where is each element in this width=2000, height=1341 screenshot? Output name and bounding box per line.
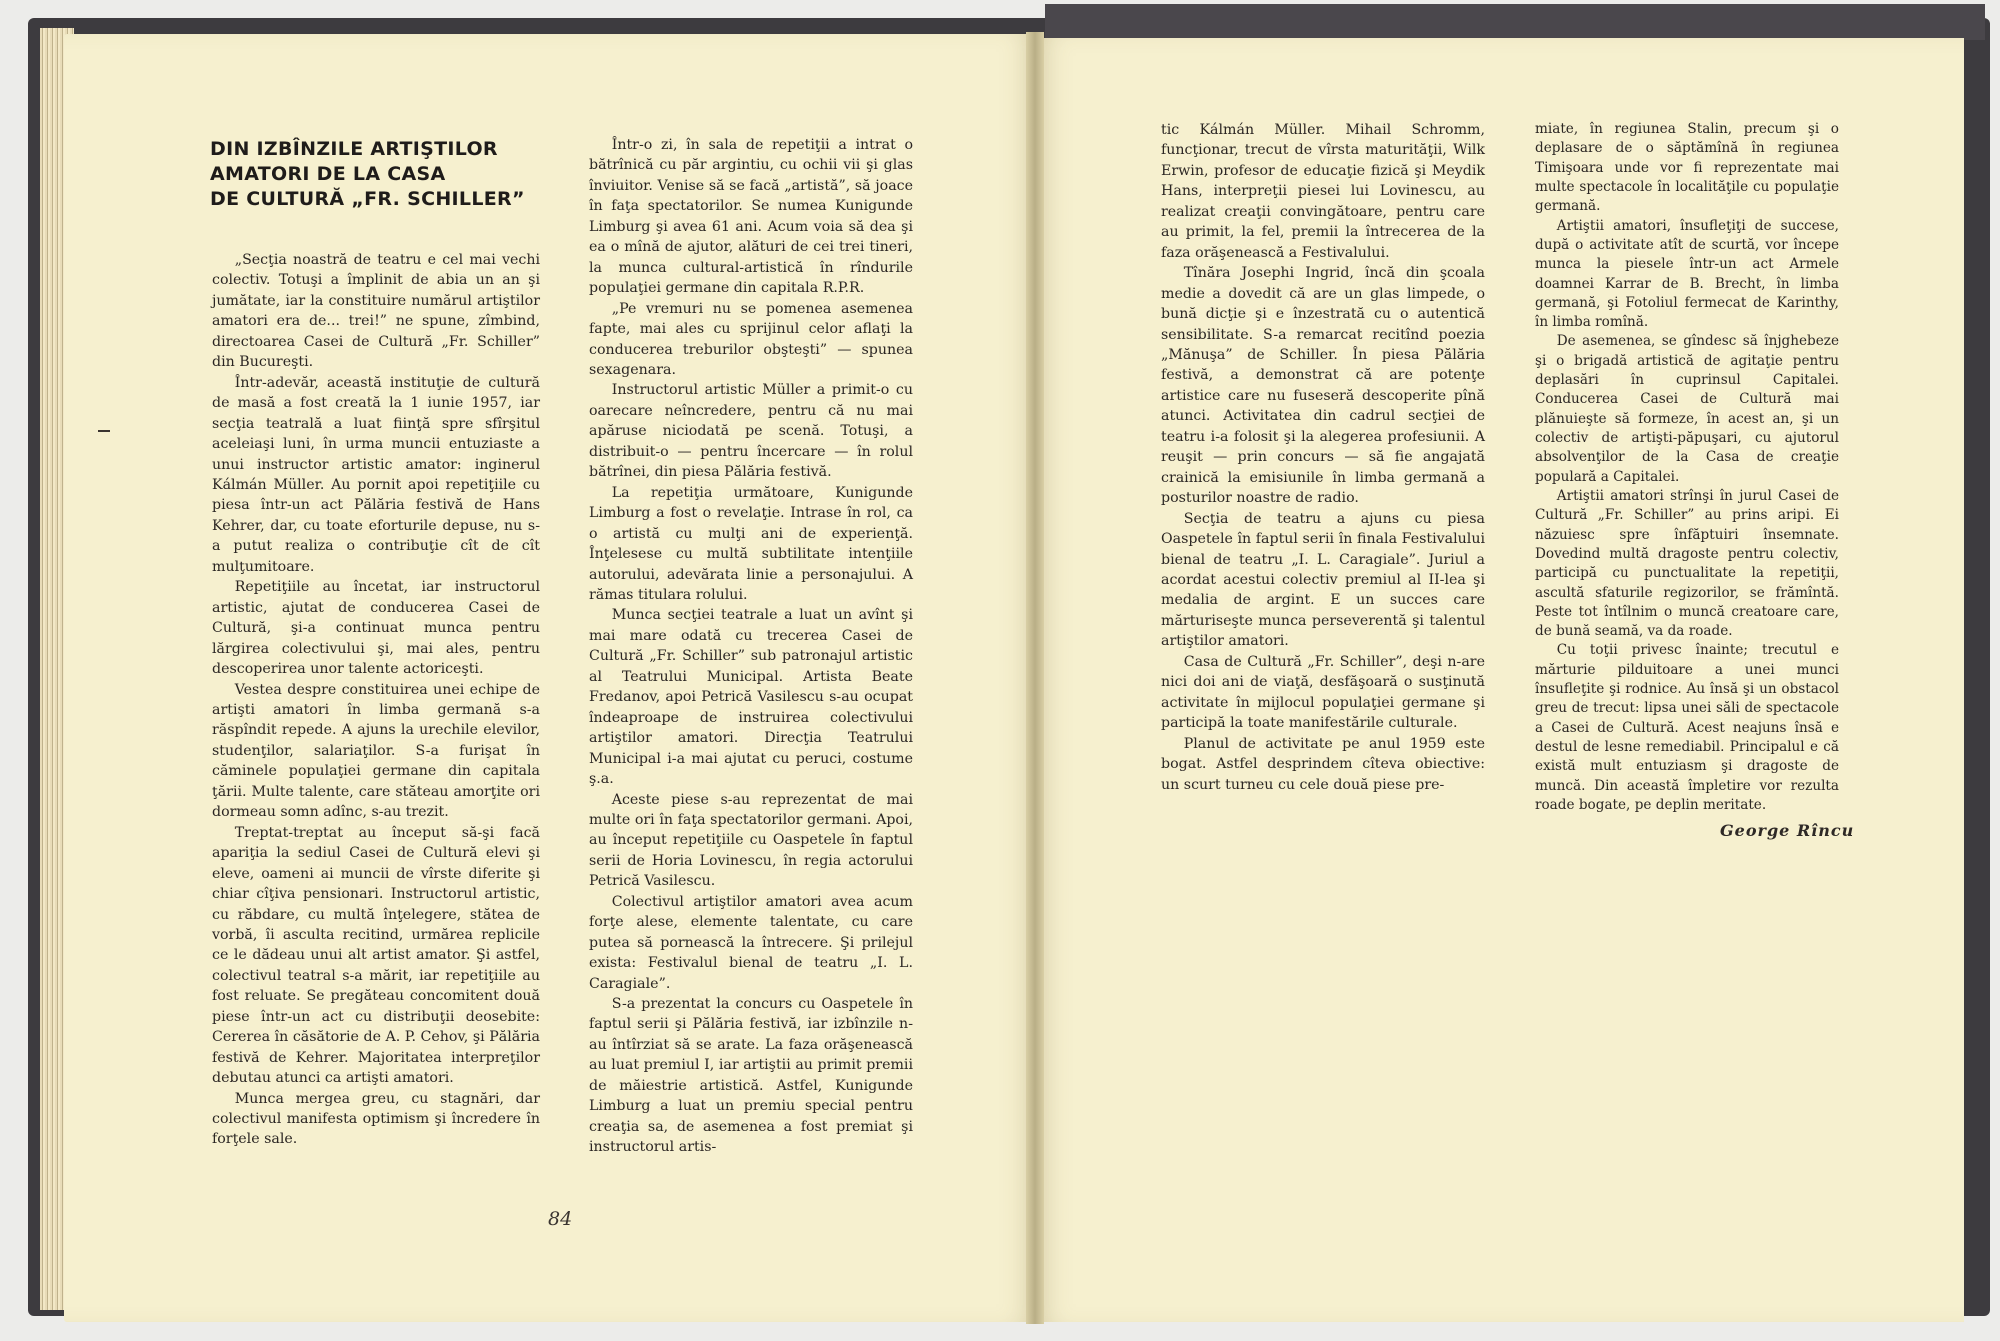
paragraph: Casa de Cultură „Fr. Schiller”, deşi n-are nici doi ani de viaţă, desfăşoară o susţinută activitate în mijlocul populaţiei germane şi participă la toate manifestările culturale. (1161, 653, 1485, 732)
paragraph: Artiştii amatori, însufleţiţi de succese, după o activitate atît de scurtă, vor începe munca la piesele într-un act Armele doamnei Karrar de B. Brecht, în limba germană, şi Fotoliul fermecat de Karinthy, în limba romînă. (1535, 217, 1839, 331)
paragraph: S-a prezentat la concurs cu Oaspetele în faptul serii şi Pălăria festivă, iar izbînzile n-au întîrziat să se arate. La faza orăşenească au luat premiul I, iar artiştii au primit premii de măiestrie artistică. Astfel, Kunigunde Limburg a luat un premiu special pentru creaţia sa, de asemenea a fost premiat şi instructorul artis- (589, 996, 913, 1156)
paragraph: Tînăra Josephi Ingrid, încă din şcoala medie a dovedit că are un glas limpede, o bună dicţie şi e înzestrată cu o autentică sensibilitate. S-a remarcat recitînd poezia „Mănuşa” de Schiller. În piesa Pălăria festivă, a demonstrat că are potenţe artistice care nu fuseseră descoperite pînă atunci. Activitatea din cadrul secţiei de teatru i-a folosit şi la alegerea profesiunii. A reuşit — prin concurs — să fie angajată crainică la emisiunile în limba germană a posturilor noastre de radio. (1161, 265, 1485, 507)
paragraph: Într-o zi, în sala de repetiţii a intrat o bătrînică cu păr argintiu, cu ochii vii şi glas înviuitor. Venise să se facă „artistă”, să joace în faţa spectatorilor. Se numea Kunigunde Limburg şi avea 61 ani. Acum voia să dea şi ea o mînă de ajutor, alături de cei trei tineri, la munca cultural-artistică în rîndurile populaţiei germane din capitala R.P.R. (589, 137, 913, 297)
book-cover-top (1045, 4, 1985, 40)
paragraph: Treptat-treptat au început să-şi facă apariţia la sediul Casei de Cultură elevi şi eleve, oameni ai muncii de vîrste diferite şi chiar cîţiva pensionari. Instructorul artistic, cu răbdare, cu multă înţelegere, stătea de vorbă, îi asculta recitind, urmărea replicile ce le dădeau unui alt artist amator. Şi astfel, colectivul teatral s-a mărit, iar repetiţiile au fost reluate. Se pregăteau concomitent două piese într-un act cu distribuţii deosebite: Cererea în căsătorie de A. P. Cehov, şi Pălăria festivă de Kehrer. Majoritatea interpreţilor debutau atunci ca artişti amatori. (212, 824, 540, 1087)
paragraph: „Pe vremuri nu se pomenea asemenea fapte, mai ales cu sprijinul celor aflaţi la conducerea treburilor obşteşti” — spunea sexagenara. (589, 300, 913, 378)
article-title-line: DE CULTURĂ „FR. SCHILLER” (210, 188, 525, 210)
paragraph: Vestea despre constituirea unei echipe de artişti amatori în limba germană s-a răspîndit repede. A ajuns la urechile elevilor, studenţilor, salariaţilor. S-a furişat în căminele populaţiei germane din capitala ţării. Multe talente, care stăteau amorţite ori dormeau somn adînc, s-au trezit. (212, 681, 540, 821)
paragraph: Munca mergea greu, cu stagnări, dar colectivul manifesta optimism şi încredere în forţele sale. (212, 1090, 540, 1148)
paragraph: Munca secţiei teatrale a luat un avînt şi mai mare odată cu trecerea Casei de Cultură „Fr. Schiller” sub patronajul artistic al Teatrului Municipal. Artista Beate Fredanov, apoi Petrică Vasilescu s-au ocupat îndeaproape de instruirea colectivului artiştilor amatori. Direcţia Teatrului Municipal i-a mai ajutat cu peruci, costume ş.a. (589, 607, 913, 788)
article-title-line: DIN IZBÎNZILE ARTIŞTILOR (210, 138, 498, 160)
text-column-4 (1535, 120, 1839, 815)
book-gutter (1026, 32, 1044, 1324)
paragraph: Secţia de teatru a ajuns cu piesa Oaspetele în faptul serii în finala Festivalului bienal de teatru „I. L. Caragiale”. Juriul a acordat acestui colectiv premiul al II-lea şi medalia de argint. E un succes care mărturiseşte munca perseverentă şi talentul artiştilor amatori. (1161, 510, 1485, 650)
page-number: 84 (548, 1208, 573, 1230)
paragraph: Aceste piese s-au reprezentat de mai multe ori în faţa spectatorilor germani. Apoi, au început repetiţiile cu Oaspetele în faptul serii de Horia Lovinescu, în regia actorului Petrică Vasilescu. (589, 791, 913, 890)
paragraph: Planul de activitate pe anul 1959 este bogat. Astfel desprindem cîteva obiective: un scurt turneu cu cele două piese pre- (1161, 735, 1485, 793)
paragraph: De asemenea, se gîndesc să înjghebeze şi o brigadă artistică de agitaţie pentru deplasări în cuprinsul Capitalei. Conducerea Casei de Cultură mai plănuieşte să formeze, în acest an, şi un colectiv de artişti-păpuşari, cu ajutorul absolvenţilor de la Casa de creaţie populară a Capitalei. (1535, 333, 1839, 485)
paragraph: Colectivul artiştilor amatori avea acum forţe alese, elemente talentate, cu care putea să pornească la întrecere. Şi prilejul exista: Festivalul bienal de teatru „I. L. Caragiale”. (589, 893, 913, 992)
paragraph: miate, în regiunea Stalin, precum şi o deplasare de o săptămînă în regiunea Timişoara unde vor fi reprezentate mai multe spectacole în localităţile cu populaţie germană. (1535, 121, 1839, 215)
paragraph: La repetiţia următoare, Kunigunde Limburg a fost o revelaţie. Intrase în rol, ca o artistă cu mulţi ani de experienţă. Înţelesese cu multă subtilitate intenţiile autorului, adevărata linie a personajului. A rămas titulara rolului. (589, 484, 913, 603)
paragraph: Cu toţii privesc înainte; trecutul e mărturie pilduitoare a unei munci însufleţite şi rodnice. Au însă şi un obstacol greu de trecut: lipsa unei săli de spectacole a Casei de Cultură. Acest neajuns însă e destul de lesne remediabil. Principalul e că există mult entuziasm şi dragoste de muncă. Din această împletire vor rezulta roade bogate, pe deplin meritate. (1535, 642, 1839, 813)
margin-mark (98, 430, 110, 432)
paragraph: Artiştii amatori strînşi în jurul Casei de Cultură „Fr. Schiller” au prins aripi. Ei năzuiesc spre înfăptuiri însemnate. Dovedind multă dragoste pentru colectiv, participă cu punctualitate la repetiţii, ascultă sfaturile regizorilor, se frămîntă. Peste tot întîlnim o muncă creatoare care, de bună seamă, va da roade. (1535, 487, 1839, 640)
article-title (210, 137, 540, 212)
paragraph: „Secţia noastră de teatru e cel mai vechi colectiv. Totuşi a împlinit de abia un an şi jumătate, iar la constituire numărul artiştilor amatori era de... trei!” ne spune, zîmbind, directoarea Casei de Cultură „Fr. Schiller” din Bucureşti. (212, 252, 540, 371)
paragraph: tic Kálmán Müller. Mihail Schromm, funcţionar, trecut de vîrsta maturităţii, Wilk Erwin, profesor de educaţie fizică şi Meydik Hans, interpreţii piesei lui Lovinescu, au realizat creaţii convingătoare, pentru care au primit, la fel, premii la întrecerea de la faza orăşenească a Festivalului. (1161, 122, 1485, 261)
paragraph: Repetiţiile au încetat, iar instructorul artistic, ajutat de conducerea Casei de Cultură, şi-a continuat munca pentru lărgirea colectivului şi, mai ales, pentru descoperirea unor talente actoriceşti. (212, 579, 540, 678)
text-column-2 (589, 135, 913, 1158)
text-column-1 (212, 250, 540, 1150)
paragraph: Instructorul artistic Müller a primit-o cu oarecare neîncredere, pentru că nu mai apăruse niciodată pe scenă. Totuşi, a distribuit-o — pentru încercare — în rolul bătrînei, din piesa Pălăria festivă. (589, 382, 913, 481)
paragraph: Într-adevăr, această instituţie de cultură de masă a fost creată la 1 iunie 1957, iar secţia teatrală a luat fiinţă spre sfîrşitul aceleiaşi luni, în urma muncii entuziaste a unui instructor artistic amator: inginerul Kálmán Müller. Au pornit apoi repetiţiile cu piesa într-un act Pălăria festivă de Hans Kehrer, dar, cu toate eforturile depuse, nu s-a putut realiza o contribuţie cît de cît mulţumitoare. (212, 374, 540, 575)
article-title-line: AMATORI DE LA CASA (210, 163, 446, 185)
text-column-3 (1161, 120, 1485, 795)
author-signature: George Rîncu (1720, 821, 1855, 841)
